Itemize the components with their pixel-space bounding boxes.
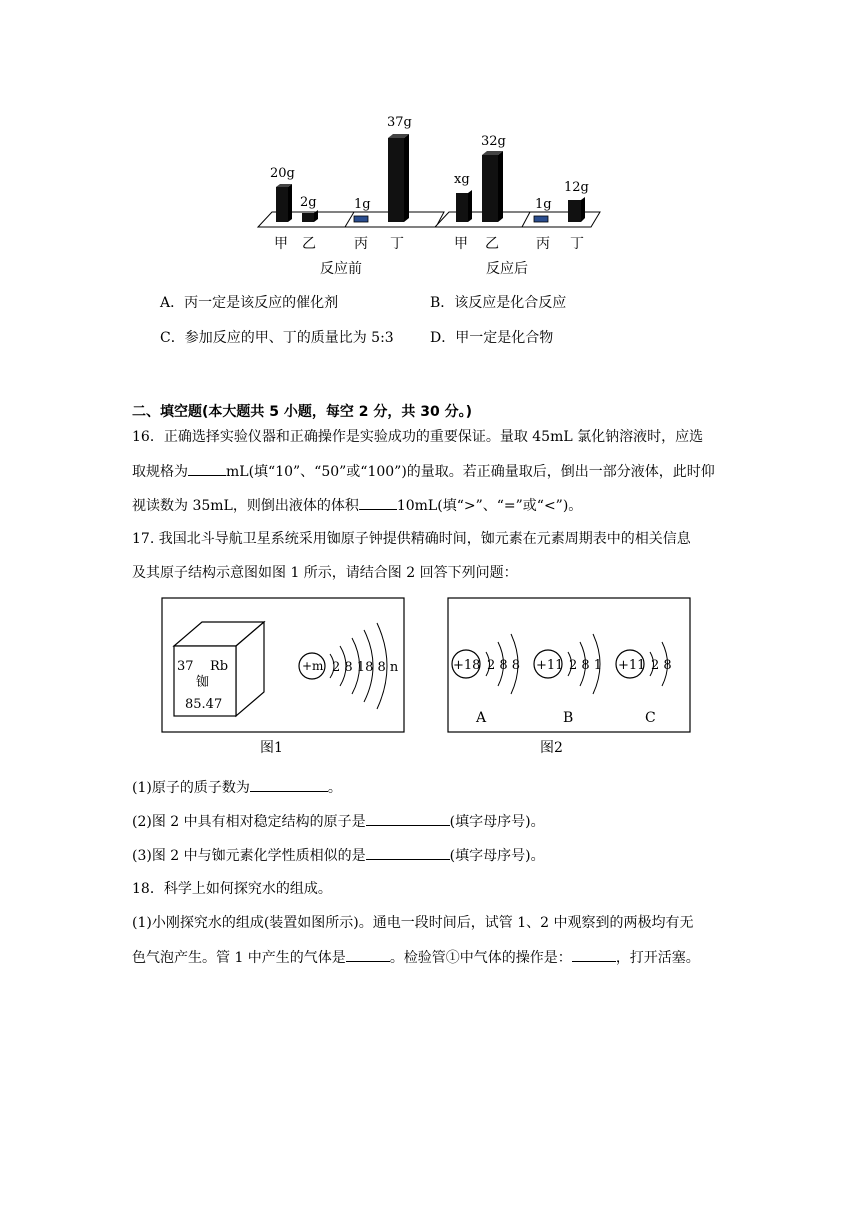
q18-blank-1[interactable] [346, 947, 390, 962]
rb-name: 铷 [196, 675, 210, 690]
atom-b-shells: 2 8 1 [569, 658, 603, 673]
caption-before: 反应前 [320, 261, 362, 277]
mass-bar-chart [250, 105, 620, 285]
atom-a-charge: +18 [453, 658, 481, 673]
bar-after-ding [568, 197, 585, 222]
q16-line-3-end: 10mL(填“>”、“=”或“<”)。 [396, 498, 583, 514]
q18-line-2: (1)小刚探究水的组成(装置如图所示)。通电一段时间后，试管 1、2 中观察到的两极均有无 [132, 915, 694, 931]
q17-sub-2 [132, 811, 545, 832]
figure-2-caption: 图2 [540, 740, 563, 756]
q18-line-1: 18．科学上如何探究水的组成。 [132, 881, 332, 897]
q17-blank-2[interactable] [366, 811, 450, 826]
atom-a-shells: 2 8 8 [487, 658, 521, 673]
q17-blank-1[interactable] [250, 777, 328, 792]
q17-sub-1-text: (1)原子的质子数为 [132, 780, 250, 796]
q16-blank-1[interactable] [188, 461, 226, 476]
atom-b-label: B [563, 710, 574, 726]
value-after-yi: 32g [481, 134, 506, 149]
q16-line-3-start: 视读数为 35mL，则倒出液体的体积 [132, 498, 359, 514]
q18-line-3-start: 色气泡产生。管 1 中产生的气体是 [132, 950, 346, 966]
atom-b-charge: +11 [536, 658, 564, 673]
atom-c-charge: +11 [618, 658, 646, 673]
q17-sub-3-end: (填字母序号)。 [449, 848, 545, 864]
rb-symbol: Rb [210, 659, 229, 674]
q15-option-b: B．该反应是化合反应 [430, 295, 567, 311]
q16-line-3 [132, 495, 582, 516]
q16-line-1: 16．正确选择实验仪器和正确操作是实验成功的重要保证。量取 45mL 氯化钠溶液时，应选 [132, 429, 704, 445]
atom-c-shells: 2 8 [651, 658, 672, 673]
q17-sub-2-text: (2)图 2 中具有相对稳定结构的原子是 [132, 814, 366, 830]
value-after-bing: 1g [535, 197, 552, 212]
q16-line-2-start: 取规格为 [132, 464, 188, 480]
value-before-jia: 20g [270, 166, 295, 181]
bar-after-yi [482, 151, 503, 222]
q17-line-2: 及其原子结构示意图如图 1 所示，请结合图 2 回答下列问题： [132, 565, 518, 581]
q17-sub-3-text: (3)图 2 中与铷元素化学性质相似的是 [132, 848, 366, 864]
atom-a-label: A [476, 710, 487, 726]
caption-after: 反应后 [486, 261, 528, 277]
q17-sub-1-end: 。 [327, 780, 342, 796]
label-after-ding: 丁 [570, 236, 584, 252]
q16-blank-2[interactable] [359, 495, 397, 510]
q16-line-2-end: mL(填“10”、“50”或“100”)的量取。若正确量取后，倒出一部分液体，此时仰 [226, 464, 715, 480]
label-after-jia: 甲 [454, 236, 468, 252]
q15-option-c: C．参加反应的甲、丁的质量比为 5:3 [160, 330, 394, 346]
q15-option-d: D．甲一定是化合物 [430, 330, 554, 346]
label-before-bing: 丙 [354, 236, 368, 252]
q18-line-3-mid: 。检验管①中气体的操作是： [389, 950, 572, 966]
atom-c-label: C [645, 710, 656, 726]
rb-nucleus-charge: +m [302, 659, 324, 673]
label-before-ding: 丁 [390, 236, 404, 252]
q17-blank-3[interactable] [366, 845, 450, 860]
label-after-yi: 乙 [485, 236, 499, 252]
q16-line-2 [132, 461, 715, 482]
bar-after-jia [456, 190, 472, 222]
bar-before-bing [354, 216, 368, 222]
q18-line-3 [132, 947, 700, 968]
rb-atomic-mass: 85.47 [185, 697, 223, 712]
value-before-bing: 1g [354, 197, 371, 212]
q17-sub-3 [132, 845, 545, 866]
q15-option-a: A．丙一定是该反应的催化剂 [160, 295, 339, 311]
q17-line-1: 17. 我国北斗导航卫星系统采用铷原子钟提供精确时间，铷元素在元素周期表中的相关信息 [132, 531, 691, 547]
q17-sub-1 [132, 777, 342, 798]
q17-sub-2-end: (填字母序号)。 [449, 814, 545, 830]
label-after-bing: 丙 [536, 236, 550, 252]
q18-line-3-end: ，打开活塞。 [615, 950, 700, 966]
q18-blank-2[interactable] [572, 947, 616, 962]
rb-atomic-number: 37 [177, 659, 194, 674]
bar-before-jia [276, 184, 292, 222]
label-before-jia: 甲 [274, 236, 288, 252]
bar-before-ding [388, 134, 409, 222]
figure-1-caption: 图1 [260, 740, 283, 756]
figure-2 [446, 596, 692, 762]
value-before-ding: 37g [387, 115, 412, 130]
value-after-jia: xg [454, 172, 470, 187]
figure-1 [160, 596, 406, 762]
section-2-title: 二、填空题(本大题共 5 小题，每空 2 分，共 30 分。) [132, 404, 473, 420]
value-before-yi: 2g [300, 195, 317, 210]
rb-shell-numbers: 2 8 18 8 n [332, 660, 399, 675]
value-after-ding: 12g [564, 180, 589, 195]
label-before-yi: 乙 [302, 236, 316, 252]
bar-after-bing [534, 216, 548, 222]
